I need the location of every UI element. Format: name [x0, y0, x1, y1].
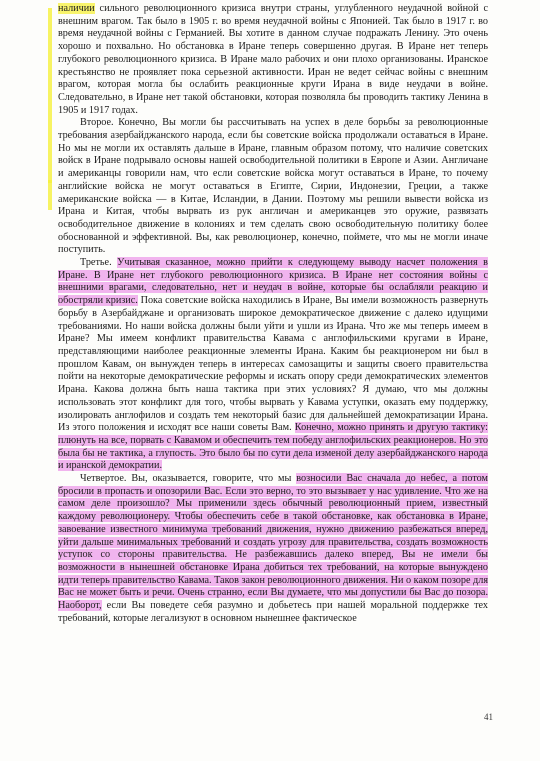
margin-highlight-mark	[48, 8, 52, 183]
highlighted-text: Учитывая сказанное, можно прийти к следующему выводу насчет положения в Иране. В Иране нет глубокого революционного кризиса. В Иране нет состояния войны с внешними врагами, следовательно, нет и неудач в войне, которые бы ослабляли реакцию и обостряли кризис.	[58, 257, 488, 307]
margin-highlight-mark	[48, 180, 52, 210]
text-segment: Второе. Конечно, Вы могли бы рассчитывать на успех в деле борьбы за революционные требования азербайджанского народа, если бы советские войска продолжали оставаться в Иране. Но мы не могли их оставлять дальше в Иране, главным образом потому, что наличие советских войск в Иране подрывало основы нашей освободительной политики в Европе и Азии. Англичане и американцы говорили нам, что если советские войска могут оставаться в Иране, то почему английские войска не могут оставаться в Египте, Сирии, Индонезии, Греции, а также американские войска — в Китае, Исландии, в Дании. Поэтому мы решили вывести войска из Ирана и Китая, чтобы вырвать из рук англичан и американцев это оружие, развязать освободительное движение в колониях и тем сделать свою освободительную политику более обоснованной и эффективной. Вы, как революционер, конечно, поймете, что мы не могли иначе поступить.	[58, 117, 488, 256]
paragraph-p4	[58, 473, 488, 625]
body-text	[58, 3, 488, 625]
highlighted-text: наличии	[58, 3, 95, 14]
highlighted-text: возносили Вас сначала до небес, а потом бросили в пропасть и опозорили Вас. Если это верно, то это вызывает у нас удивление. Что же на самом деле произошло? Мы применили здесь обычный революционный прием, известный каждому революционеру. Чтобы обеспечить себе в такой обстановке, как обстановка в Иране, завоевание известного минимума требований движения, нужно движению разбежаться вперед, уйти дальше минимальных требований и создать угрозу для правительства, создать возможность уступок со стороны правительства. Не разбежавшись далеко вперед, Вы не имели бы возможности в нынешней обстановке Ирана добиться тех требований, на которые вынуждено идти теперь правительство Кавама. Таков закон революционного движения. Ни о каком позоре для Вас не может быть и речи. Очень странно, если Вы думаете, что мы допустили бы Вас до позора. Наоборот,	[58, 473, 489, 612]
paragraph-p1	[58, 3, 488, 117]
text-segment: Третье.	[80, 257, 118, 269]
text-segment: если Вы поведете себя разумно и добьетесь при нашей моральной поддержке тех требований, которые легализуют в основном нынешнее фактическое	[58, 600, 488, 624]
paragraph-p3	[58, 257, 488, 473]
text-segment: Пока советские войска находились в Иране, Вы имели возможность развернуть борьбу в Азербайджане и организовать широкое демократическое движение с далеко идущими требованиями. Но наши войска должны были уйти и ушли из Ирана. Что же мы теперь имеем в Иране? Мы имеем конфликт правительства Кавама с англофильскими кругами в Иране, представляющими наиболее реакционные элементы Ирана. Каким бы реакционером ни был в прошлом Кавам, он вынужден теперь в интересах самозащиты и защиты своего правительства пойти на некоторые демократические реформы и искать опору среди демократических элементов Ирана. Какова должна быть наша тактика при этих условиях? Я думаю, что мы должны использовать этот конфликт для того, чтобы вырвать у Кавама уступки, оказать ему поддержку, изолировать англофилов и создать тем некоторый базис для дальнейшей демократизации Ирана. Из этого положения и исходят все наши советы Вам.	[58, 295, 488, 434]
page-number: 41	[484, 712, 493, 722]
paragraph-p2	[58, 117, 488, 257]
text-segment: Четвертое. Вы, оказывается, говорите, что мы	[80, 473, 297, 485]
text-segment: сильного революционного кризиса внутри страны, углубленного неудачной войной с внешним врагом. Так было в 1905 г. во время неудачной войны с Японией. Так было в 1917 г. во время неудачной войны с Германией. Вы хотите в данном случае подражать Ленину. Это очень хорошо и похвально. Но обстановка в Иране теперь совершенно другая. В Иране нет теперь глубокого революционного кризиса. В Иране мало рабочих и они плохо организованы. Иранское крестьянство не проявляет пока серьезной активности. Иран не ведет сейчас войны с внешним врагом, которая могла бы ослабить реакционные круги Ирана в виде неудачи в войне. Следовательно, в Иране нет такой обстановки, которая позволяла бы проводить тактику Ленина в 1905 и 1917 годах.	[58, 3, 488, 116]
highlighted-text: Конечно, можно принять и другую тактику: плюнуть на все, порвать с Кавамом и обеспечить тем победу англофильских реакционеров. Но это была бы не тактика, а глупость. Это было бы по сути дела изменой делу азербайджанского народа и иранской демократии.	[58, 422, 488, 472]
